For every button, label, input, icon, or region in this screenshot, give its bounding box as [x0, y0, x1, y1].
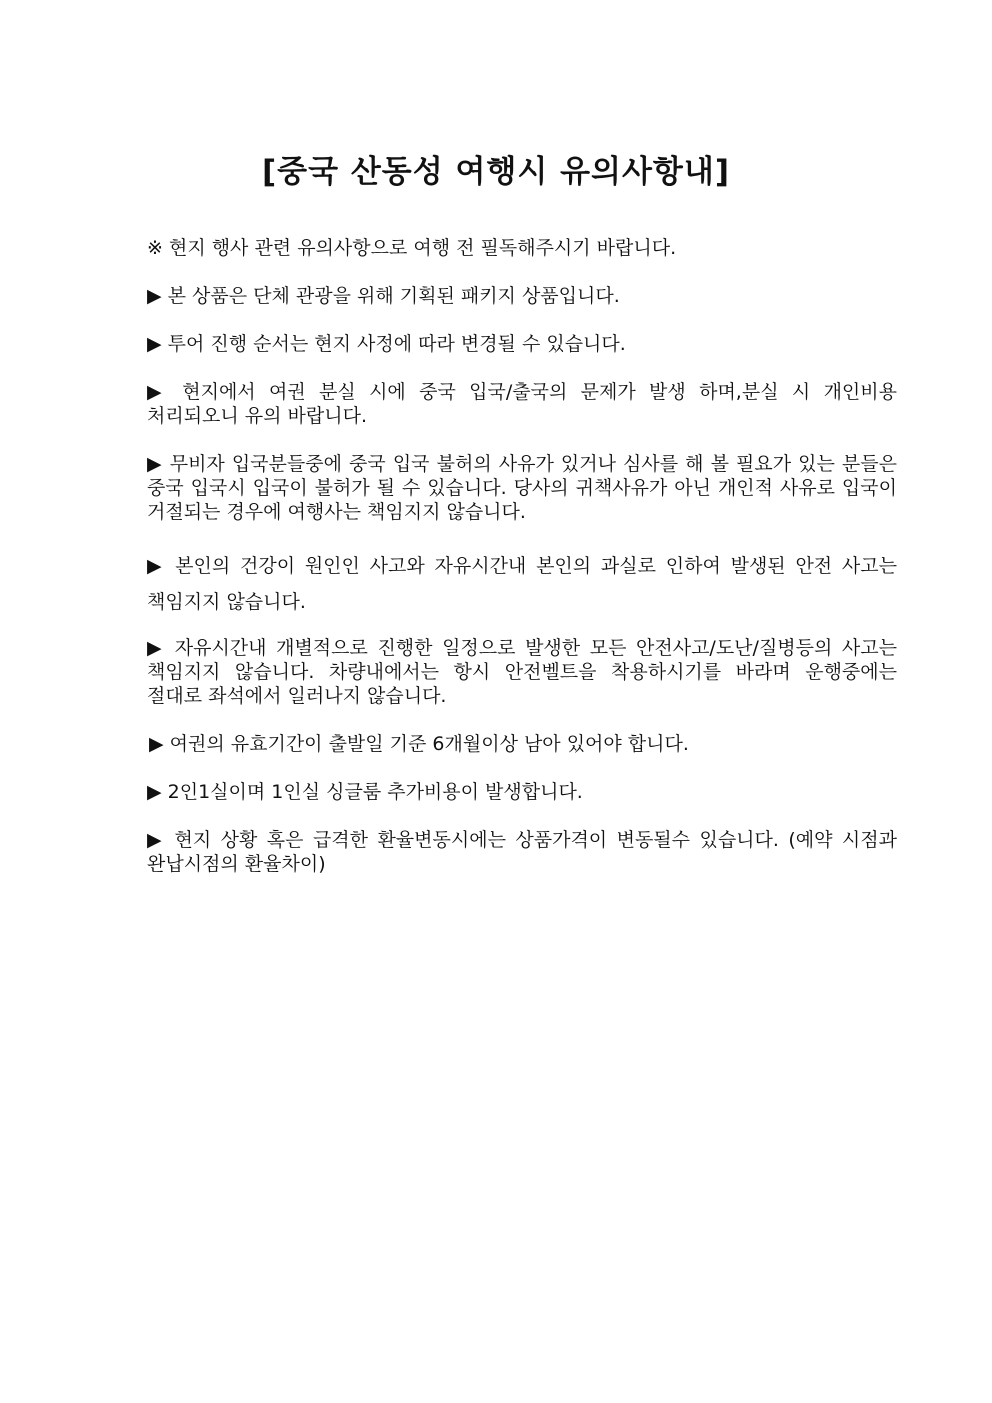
notice-exchange-rate: ▶ 현지 상황 혹은 급격한 환율변동시에는 상품가격이 변동될수 있습니다. (예약 시점과 완납시점의 환율차이)	[147, 829, 897, 875]
notice-package-tour: ▶ 본 상품은 단체 관광을 위해 기획된 패키지 상품입니다.	[147, 285, 620, 307]
notice-intro: ※ 현지 행사 관련 유의사항으로 여행 전 필독해주시기 바랍니다.	[147, 237, 677, 259]
document-title: [중국 산동성 여행시 유의사항내]	[261, 154, 730, 190]
notice-tour-order: ▶ 투어 진행 순서는 현지 사정에 따라 변경될 수 있습니다.	[147, 333, 626, 355]
notice-health-accident: ▶ 본인의 건강이 원인인 사고와 자유시간내 본인의 과실로 인하여 발생된 안전 사고는 책임지지 않습니다.	[147, 555, 897, 613]
document-body	[147, 236, 897, 900]
notice-room-single: ▶ 2인1실이며 1인실 싱글룸 추가비용이 발생합니다.	[147, 781, 583, 803]
notice-passport-loss: ▶ 현지에서 여권 분실 시에 중국 입국/출국의 문제가 발생 하며,분실 시 개인비용 처리되오니 유의 바랍니다.	[147, 381, 897, 427]
notice-passport-validity: ▶ 여권의 유효기간이 출발일 기준 6개월이상 남아 있어야 합니다.	[149, 733, 689, 755]
notice-visa-free-entry: ▶ 무비자 입국분들중에 중국 입국 불허의 사유가 있거나 심사를 해 볼 필요가 있는 분들은 중국 입국시 입국이 불허가 될 수 있습니다. 당사의 귀책사유가 아닌 개인적 사유로 입국이 거절되는 경우에 여행사는 책임지지 않습니다.	[147, 453, 897, 523]
notice-free-time-safety: ▶ 자유시간내 개별적으로 진행한 일정으로 발생한 모든 안전사고/도난/질병등의 사고는 책임지지 않습니다. 차량내에서는 항시 안전벨트을 착용하시기를 바라며 운행중에는 절대로 좌석에서 일러나지 않습니다.	[147, 637, 897, 707]
